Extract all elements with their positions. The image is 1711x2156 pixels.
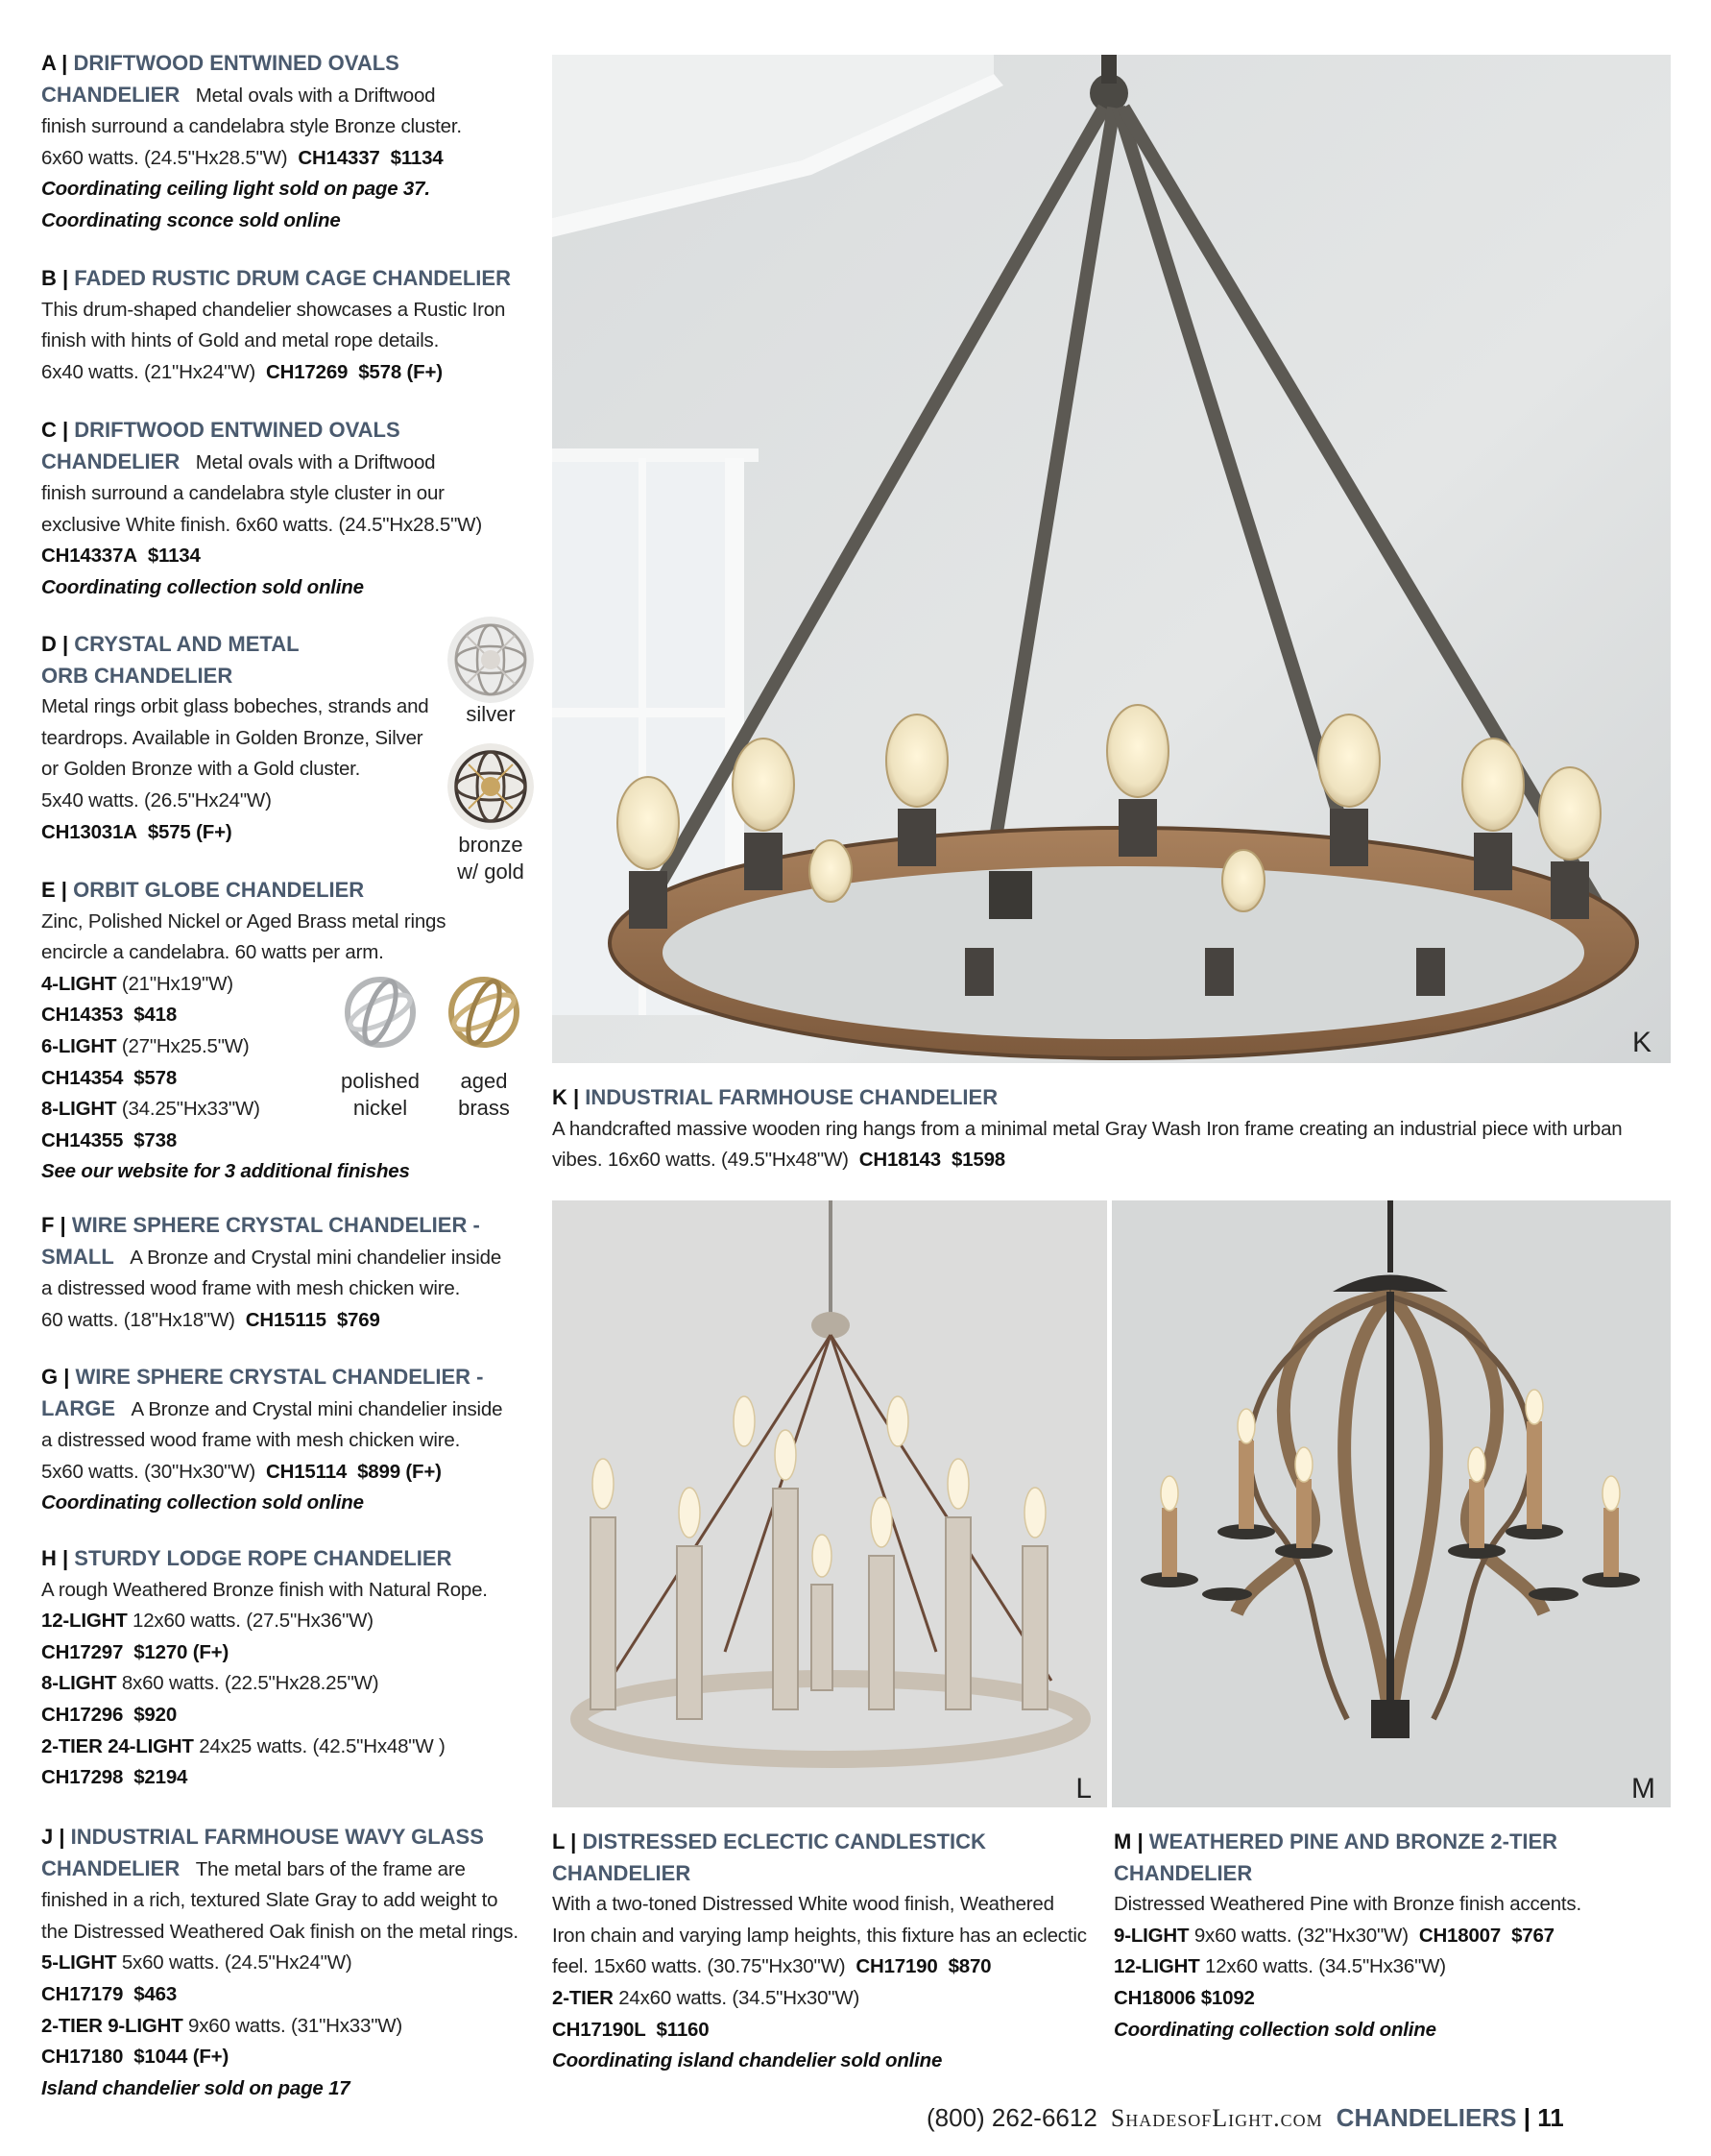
- product-price: $920: [133, 1703, 178, 1726]
- coordinating-note: Coordinating sconce sold online: [41, 208, 341, 231]
- entry-letter: D |: [41, 632, 69, 656]
- swatch-label: [442, 1068, 526, 1122]
- option-label: 6-LIGHT: [41, 1034, 117, 1057]
- product-name: DRIFTWOOD ENTWINED OVALS: [74, 418, 400, 442]
- product-price: $1134: [390, 146, 444, 169]
- product-specs: feel. 15x60 watts. (30.75"Hx30"W): [552, 1955, 846, 1978]
- entry-letter: F |: [41, 1213, 66, 1237]
- product-code: CH17179: [41, 1982, 124, 2005]
- island-note: Island chandelier sold on page 17: [41, 2076, 350, 2099]
- option-size: (27"Hx25.5"W): [121, 1034, 250, 1057]
- product-description: Metal ovals with a Driftwood: [195, 450, 436, 473]
- product-entry-j: [41, 1822, 526, 2104]
- option-label: 4-LIGHT: [41, 972, 117, 995]
- product-price: $1134: [147, 545, 201, 568]
- product-price: $578: [133, 1066, 178, 1089]
- caption-m: [1114, 1827, 1671, 2046]
- product-entry-f: [41, 1210, 526, 1336]
- caption-k: [552, 1082, 1675, 1176]
- photo-tag: M: [1631, 1773, 1655, 1805]
- entry-letter: C |: [41, 418, 69, 442]
- entry-letter: J |: [41, 1825, 65, 1849]
- option-size: (21"Hx19"W): [121, 972, 233, 995]
- product-name-cont: CHANDELIER: [552, 1860, 691, 1885]
- photo-tag: L: [1075, 1773, 1092, 1805]
- finishes-note: See our website for 3 additional finishes: [41, 1160, 410, 1183]
- swatch-label-line: brass: [458, 1096, 510, 1120]
- product-specs: 60 watts. (18"Hx18"W): [41, 1308, 235, 1331]
- product-name-cont: CHANDELIER: [41, 1855, 181, 1880]
- product-description: finished in a rich, textured Slate Gray to add weight to: [41, 1889, 498, 1912]
- product-price: $1270 (F+): [133, 1640, 229, 1663]
- product-name: CRYSTAL AND METAL: [74, 632, 300, 656]
- swatch-label: silver: [466, 702, 516, 726]
- product-code: CH18143: [858, 1149, 941, 1172]
- product-description: With a two-toned Distressed White wood finish, Weathered: [552, 1893, 1054, 1916]
- product-price: $738: [133, 1128, 178, 1151]
- product-name-cont: LARGE: [41, 1395, 115, 1420]
- product-name: DISTRESSED ECLECTIC CANDLESTICK: [582, 1829, 986, 1853]
- option-label: 2-TIER 24-LIGHT: [41, 1734, 194, 1757]
- product-price: $1598: [951, 1149, 1005, 1172]
- option-label: 8-LIGHT: [41, 1672, 117, 1695]
- product-price: $463: [133, 1982, 178, 2005]
- option-size: 5x60 watts. (24.5"Hx24"W): [121, 1951, 352, 1974]
- product-description: the Distressed Weathered Oak finish on the metal rings.: [41, 1920, 518, 1943]
- product-description: teardrops. Available in Golden Bronze, Silver: [41, 726, 423, 749]
- product-description: A rough Weathered Bronze finish with Natural Rope.: [41, 1578, 488, 1601]
- product-entry-h: [41, 1543, 526, 1794]
- footer-separator: |: [1523, 2103, 1530, 2132]
- entry-letter: H |: [41, 1546, 69, 1570]
- product-specs: 6x40 watts. (21"Hx24"W): [41, 360, 256, 383]
- swatch-label: [330, 1068, 430, 1122]
- product-entry-a: [41, 48, 526, 237]
- page-footer: [927, 2101, 1675, 2135]
- product-price: $575 (F+): [147, 820, 232, 843]
- product-name-cont: CHANDELIER: [41, 82, 181, 107]
- product-description: A Bronze and Crystal mini chandelier inside: [130, 1246, 502, 1269]
- product-name-cont: CHANDELIER: [1114, 1860, 1253, 1885]
- entry-letter: A |: [41, 51, 68, 75]
- option-size: (34.25"Hx33"W): [121, 1098, 260, 1121]
- product-name: STURDY LODGE ROPE CHANDELIER: [74, 1546, 452, 1570]
- product-code: CH14353: [41, 1004, 124, 1027]
- swatch-bronze-gold-image: [447, 743, 534, 830]
- product-code: CH17180: [41, 2046, 124, 2069]
- option-size: 8x60 watts. (22.5"Hx28.25"W): [121, 1672, 379, 1695]
- product-code: CH18007: [1418, 1924, 1502, 1947]
- product-specs: 5x60 watts. (30"Hx30"W): [41, 1460, 256, 1483]
- product-code: CH17190: [856, 1955, 938, 1978]
- entry-letter: B |: [41, 266, 69, 290]
- product-description: Iron chain and varying lamp heights, this fixture has an eclectic: [552, 1924, 1087, 1947]
- product-price: $870: [948, 1955, 992, 1978]
- product-code: CH15115: [245, 1308, 326, 1331]
- product-photo-m: [1112, 1200, 1671, 1807]
- product-code: CH13031A: [41, 820, 137, 843]
- product-code: CH17298: [41, 1766, 124, 1789]
- section-name: CHANDELIERS: [1336, 2103, 1517, 2132]
- option-label: 12-LIGHT: [41, 1610, 128, 1633]
- product-name-cont: CHANDELIER: [41, 448, 181, 473]
- swatch-aged-brass-image: [442, 970, 526, 1054]
- entry-letter: E |: [41, 878, 67, 902]
- product-name: FADED RUSTIC DRUM CAGE CHANDELIER: [74, 266, 511, 290]
- product-price: $1160: [656, 2018, 710, 2041]
- product-description: exclusive White finish. 6x60 watts. (24.5"Hx28.5"W): [41, 513, 482, 536]
- product-specs: 6x60 watts. (24.5"Hx28.5"W): [41, 146, 288, 169]
- option-label: 5-LIGHT: [41, 1951, 117, 1974]
- product-code: CH17296: [41, 1703, 124, 1726]
- product-entry-c: [41, 415, 526, 604]
- entry-letter: M |: [1114, 1829, 1144, 1853]
- product-description: Distressed Weathered Pine with Bronze finish accents.: [1114, 1893, 1581, 1916]
- product-description: This drum-shaped chandelier showcases a Rustic Iron: [41, 298, 506, 321]
- swatch-label-line: w/ gold: [457, 860, 524, 884]
- product-photo-l: [552, 1200, 1107, 1807]
- product-description: a distressed wood frame with mesh chicken wire.: [41, 1429, 461, 1452]
- option-label: 9-LIGHT: [1114, 1924, 1190, 1947]
- product-name: INDUSTRIAL FARMHOUSE CHANDELIER: [585, 1085, 999, 1109]
- swatch-label-line: nickel: [352, 1096, 408, 1120]
- product-description: encircle a candelabra. 60 watts per arm.: [41, 941, 384, 964]
- coordinating-note: Coordinating collection sold online: [41, 575, 364, 598]
- product-code: CH17269: [266, 360, 349, 383]
- coordinating-note: Coordinating collection sold online: [41, 1491, 364, 1514]
- entry-letter: L |: [552, 1829, 577, 1853]
- product-description: Zinc, Polished Nickel or Aged Brass metal rings: [41, 909, 446, 933]
- product-description: A Bronze and Crystal mini chandelier inside: [131, 1397, 503, 1420]
- swatch-label-line: bronze: [458, 833, 523, 857]
- product-entry-b: [41, 263, 526, 388]
- photo-tag: K: [1631, 1027, 1651, 1058]
- product-code: CH18006: [1114, 1986, 1196, 2009]
- option-size: 9x60 watts. (31"Hx33"W): [188, 2014, 403, 2037]
- product-specs: vibes. 16x60 watts. (49.5"Hx48"W): [552, 1149, 849, 1172]
- option-size: 24x60 watts. (34.5"Hx30"W): [618, 1986, 860, 2009]
- product-name: WIRE SPHERE CRYSTAL CHANDELIER -: [75, 1365, 484, 1389]
- swatch-silver-image: [447, 617, 534, 703]
- swatch-polished-nickel-image: [338, 970, 422, 1054]
- product-description: a distressed wood frame with mesh chicken wire.: [41, 1277, 461, 1300]
- product-description: The metal bars of the frame are: [195, 1857, 466, 1880]
- product-name-cont: SMALL: [41, 1244, 114, 1269]
- product-price: $2194: [133, 1766, 188, 1789]
- product-name: DRIFTWOOD ENTWINED OVALS: [73, 51, 399, 75]
- option-size: 24x25 watts. (42.5"Hx48"W ): [199, 1734, 446, 1757]
- option-label: 2-TIER: [552, 1986, 614, 2009]
- option-label: 8-LIGHT: [41, 1098, 117, 1121]
- product-code: CH14337: [298, 146, 380, 169]
- caption-l: [552, 1827, 1107, 2077]
- product-description: finish surround a candelabra style Bronze cluster.: [41, 115, 462, 138]
- product-code: CH14337A: [41, 545, 137, 568]
- coordinating-note: Coordinating ceiling light sold on page 37.: [41, 178, 430, 201]
- coordinating-note: Coordinating collection sold online: [1114, 2018, 1436, 2041]
- swatch-label-line: polished: [341, 1069, 420, 1093]
- product-code: CH17190L: [552, 2018, 646, 2041]
- entry-letter: K |: [552, 1085, 580, 1109]
- product-description: A handcrafted massive wooden ring hangs from a minimal metal Gray Wash Iron frame creating an industrial piece with urban: [552, 1117, 1623, 1140]
- product-price: $899 (F+): [357, 1460, 442, 1483]
- product-description: finish surround a candelabra style cluster in our: [41, 482, 445, 505]
- swatch-label-line: aged: [460, 1069, 508, 1093]
- product-description: Metal ovals with a Driftwood: [195, 84, 436, 107]
- product-price: $578 (F+): [358, 360, 443, 383]
- product-description: or Golden Bronze with a Gold cluster.: [41, 758, 361, 781]
- product-price: $418: [133, 1004, 178, 1027]
- product-code: CH14354: [41, 1066, 124, 1089]
- product-specs: 5x40 watts. (26.5"Hx24"W): [41, 788, 272, 812]
- product-photo-k: [552, 55, 1671, 1063]
- product-code: CH14355: [41, 1128, 124, 1151]
- website-link[interactable]: ShadesofLight.com: [1110, 2104, 1323, 2132]
- product-name: INDUSTRIAL FARMHOUSE WAVY GLASS: [70, 1825, 484, 1849]
- product-price: $1044 (F+): [133, 2046, 229, 2069]
- product-name: ORBIT GLOBE CHANDELIER: [73, 878, 365, 902]
- product-description: finish with hints of Gold and metal rope details.: [41, 329, 440, 352]
- product-name: WEATHERED PINE AND BRONZE 2-TIER: [1148, 1829, 1558, 1853]
- option-label: 12-LIGHT: [1114, 1955, 1200, 1978]
- option-size: 12x60 watts. (27.5"Hx36"W): [133, 1610, 374, 1633]
- page-number: 11: [1537, 2103, 1564, 2132]
- product-entry-g: [41, 1362, 526, 1519]
- product-name-cont: ORB CHANDELIER: [41, 663, 233, 688]
- product-description: Metal rings orbit glass bobeches, strands and: [41, 695, 429, 718]
- option-size: 12x60 watts. (34.5"Hx36"W): [1205, 1955, 1446, 1978]
- option-size: 9x60 watts. (32"Hx30"W): [1193, 1924, 1409, 1947]
- product-name: WIRE SPHERE CRYSTAL CHANDELIER -: [71, 1213, 480, 1237]
- product-code: CH15114: [266, 1460, 348, 1483]
- product-price: $1092: [1200, 1986, 1255, 2009]
- entry-letter: G |: [41, 1365, 70, 1389]
- product-price: $769: [336, 1308, 380, 1331]
- product-code: CH17297: [41, 1640, 124, 1663]
- product-price: $767: [1511, 1924, 1554, 1947]
- option-label: 2-TIER 9-LIGHT: [41, 2014, 183, 2037]
- coordinating-note: Coordinating island chandelier sold online: [552, 2049, 943, 2072]
- phone-number: (800) 262-6612: [927, 2103, 1097, 2132]
